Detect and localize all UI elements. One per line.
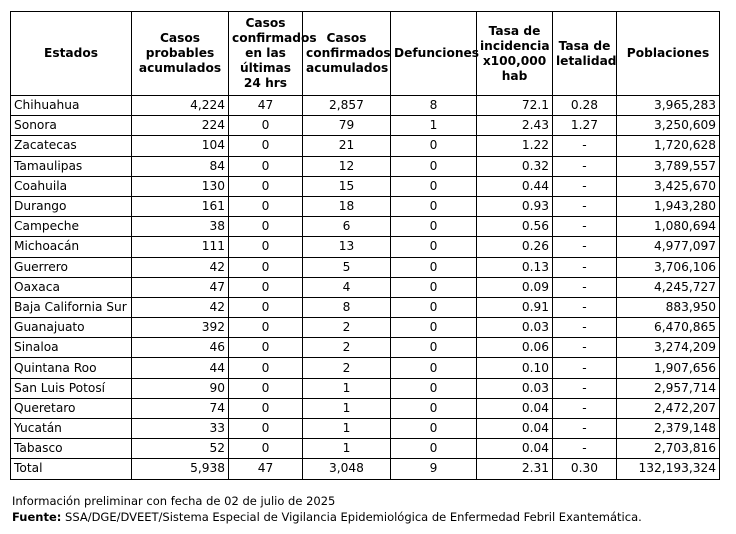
table-cell: 0 (391, 277, 477, 297)
total-cell: 0.30 (553, 459, 617, 479)
table-cell: 0.03 (477, 378, 553, 398)
table-row (11, 297, 720, 317)
column-header: Estados (11, 12, 132, 96)
column-header: Tasa de incidencia x100,000 hab (477, 12, 553, 96)
column-header: Poblaciones (617, 12, 720, 96)
table-cell: 79 (303, 116, 391, 136)
table-row (11, 398, 720, 418)
table-body (11, 96, 720, 480)
table-cell: - (553, 378, 617, 398)
table-cell: 52 (132, 439, 229, 459)
table-row (11, 419, 720, 439)
table-cell: 0 (391, 176, 477, 196)
table-cell: 15 (303, 176, 391, 196)
table-cell: 0 (391, 439, 477, 459)
total-row (11, 459, 720, 479)
table-row (11, 196, 720, 216)
table-row (11, 338, 720, 358)
table-cell: 4,977,097 (617, 237, 720, 257)
table-cell: 161 (132, 196, 229, 216)
table-cell: 130 (132, 176, 229, 196)
table-cell: 0 (229, 378, 303, 398)
source-text: SSA/DGE/DVEET/Sistema Especial de Vigilancia Epidemiológica de Enfermedad Febril Exantemática. (61, 510, 642, 524)
table-cell: 47 (229, 96, 303, 116)
source-note (12, 509, 642, 525)
table-cell: 392 (132, 318, 229, 338)
table-row (11, 378, 720, 398)
table-cell: 0 (229, 217, 303, 237)
table-cell: 0 (391, 419, 477, 439)
table-cell: 3,274,209 (617, 338, 720, 358)
table-cell: - (553, 237, 617, 257)
table-cell: 0 (229, 176, 303, 196)
cases-table (10, 11, 720, 480)
table-cell: 4,245,727 (617, 277, 720, 297)
table-cell: 0.10 (477, 358, 553, 378)
table-row (11, 257, 720, 277)
column-header: Casos confirmados en las últimas 24 hrs (229, 12, 303, 96)
table-cell: 0.09 (477, 277, 553, 297)
table-cell: 0 (391, 318, 477, 338)
table-cell: 0.56 (477, 217, 553, 237)
table-cell: 1,943,280 (617, 196, 720, 216)
table-cell: 0 (229, 439, 303, 459)
state-name-cell: Guerrero (11, 257, 132, 277)
table-cell: 0.32 (477, 156, 553, 176)
table-cell: 0.04 (477, 398, 553, 418)
table-cell: - (553, 217, 617, 237)
table-cell: - (553, 398, 617, 418)
table-cell: 4,224 (132, 96, 229, 116)
table-cell: 6,470,865 (617, 318, 720, 338)
table-cell: 0.04 (477, 419, 553, 439)
table-cell: 0 (229, 237, 303, 257)
table-cell: 0 (391, 156, 477, 176)
table-cell: 1 (303, 439, 391, 459)
table-row (11, 136, 720, 156)
column-header: Defunciones (391, 12, 477, 96)
table-cell: 2.43 (477, 116, 553, 136)
table-cell: 0.28 (553, 96, 617, 116)
table-cell: 1 (303, 378, 391, 398)
table-cell: 0.93 (477, 196, 553, 216)
total-cell: 47 (229, 459, 303, 479)
state-name-cell: Michoacán (11, 237, 132, 257)
table-cell: 0 (391, 257, 477, 277)
table-cell: 0.06 (477, 338, 553, 358)
table-cell: 0.44 (477, 176, 553, 196)
table-row (11, 439, 720, 459)
table-cell: 0 (391, 297, 477, 317)
table-cell: 0 (229, 156, 303, 176)
table-cell: 2,703,816 (617, 439, 720, 459)
table-cell: - (553, 196, 617, 216)
table-cell: 104 (132, 136, 229, 156)
table-cell: 1,720,628 (617, 136, 720, 156)
total-cell: 132,193,324 (617, 459, 720, 479)
table-cell: 0 (391, 358, 477, 378)
state-name-cell: Tamaulipas (11, 156, 132, 176)
table-cell: 0 (229, 297, 303, 317)
table-cell: 38 (132, 217, 229, 237)
table-cell: 44 (132, 358, 229, 378)
table-cell: 3,250,609 (617, 116, 720, 136)
total-cell: 9 (391, 459, 477, 479)
state-name-cell: Chihuahua (11, 96, 132, 116)
state-name-cell: Coahuila (11, 176, 132, 196)
table-cell: 47 (132, 277, 229, 297)
header-row (11, 12, 720, 96)
column-header: Tasa de letalidad (553, 12, 617, 96)
table-row (11, 116, 720, 136)
table-cell: 4 (303, 277, 391, 297)
table-cell: 33 (132, 419, 229, 439)
table-cell: 21 (303, 136, 391, 156)
table-cell: 5 (303, 257, 391, 277)
table-cell: - (553, 156, 617, 176)
table-cell: - (553, 176, 617, 196)
footnotes (12, 493, 642, 525)
table-cell: 111 (132, 237, 229, 257)
table-row (11, 176, 720, 196)
table-cell: 18 (303, 196, 391, 216)
state-name-cell: Quintana Roo (11, 358, 132, 378)
table-row (11, 156, 720, 176)
table-cell: 1 (303, 419, 391, 439)
table-cell: 0.04 (477, 439, 553, 459)
table-cell: - (553, 257, 617, 277)
table-cell: 90 (132, 378, 229, 398)
state-name-cell: San Luis Potosí (11, 378, 132, 398)
table-cell: 0 (391, 378, 477, 398)
column-header: Casos confirmados acumulados (303, 12, 391, 96)
table-cell: 0.13 (477, 257, 553, 277)
table-cell: 883,950 (617, 297, 720, 317)
table-cell: 0.26 (477, 237, 553, 257)
table-cell: 3,425,670 (617, 176, 720, 196)
table-cell: 2,957,714 (617, 378, 720, 398)
state-name-cell: Yucatán (11, 419, 132, 439)
table-cell: 1 (391, 116, 477, 136)
table-cell: 6 (303, 217, 391, 237)
table-cell: 3,965,283 (617, 96, 720, 116)
table-cell: 2,472,207 (617, 398, 720, 418)
state-name-cell: Durango (11, 196, 132, 216)
state-name-cell: Baja California Sur (11, 297, 132, 317)
table-cell: 13 (303, 237, 391, 257)
total-cell: 3,048 (303, 459, 391, 479)
total-cell: 5,938 (132, 459, 229, 479)
table-cell: 2,379,148 (617, 419, 720, 439)
table-cell: 0.03 (477, 318, 553, 338)
table-cell: 0 (391, 237, 477, 257)
table-cell: 0 (229, 196, 303, 216)
table-cell: - (553, 318, 617, 338)
state-name-cell: Guanajuato (11, 318, 132, 338)
table-cell: 0 (391, 136, 477, 156)
table-cell: 2,857 (303, 96, 391, 116)
table-row (11, 237, 720, 257)
table-cell: 0 (229, 116, 303, 136)
table-cell: 1 (303, 398, 391, 418)
table-cell: 0 (229, 277, 303, 297)
table-cell: - (553, 136, 617, 156)
table-cell: 0 (391, 217, 477, 237)
total-label-cell: Total (11, 459, 132, 479)
state-name-cell: Tabasco (11, 439, 132, 459)
table-cell: 84 (132, 156, 229, 176)
table-cell: 1.22 (477, 136, 553, 156)
table-cell: 2 (303, 318, 391, 338)
state-name-cell: Campeche (11, 217, 132, 237)
table-cell: 0.91 (477, 297, 553, 317)
table-cell: 1,080,694 (617, 217, 720, 237)
total-cell: 2.31 (477, 459, 553, 479)
table-cell: 42 (132, 297, 229, 317)
table-cell: 0 (229, 338, 303, 358)
source-label: Fuente: (12, 510, 62, 524)
table-cell: 3,789,557 (617, 156, 720, 176)
state-name-cell: Queretaro (11, 398, 132, 418)
table-cell: 0 (229, 257, 303, 277)
state-name-cell: Sonora (11, 116, 132, 136)
table-cell: 12 (303, 156, 391, 176)
table-row (11, 358, 720, 378)
table-header (11, 12, 720, 96)
table-cell: 8 (303, 297, 391, 317)
table-row (11, 277, 720, 297)
state-name-cell: Zacatecas (11, 136, 132, 156)
table-cell: 72.1 (477, 96, 553, 116)
table-cell: 0 (229, 318, 303, 338)
table-cell: 0 (229, 136, 303, 156)
table-cell: 2 (303, 358, 391, 378)
preliminary-note: Información preliminar con fecha de 02 de julio de 2025 (12, 494, 336, 508)
state-name-cell: Sinaloa (11, 338, 132, 358)
table-cell: 0 (229, 358, 303, 378)
table-row (11, 318, 720, 338)
table-cell: - (553, 338, 617, 358)
table-cell: - (553, 297, 617, 317)
table-cell: - (553, 358, 617, 378)
table-row (11, 217, 720, 237)
column-header: Casos probables acumulados (132, 12, 229, 96)
table-cell: 0 (391, 196, 477, 216)
table-row (11, 96, 720, 116)
table-cell: 74 (132, 398, 229, 418)
table-cell: 0 (391, 398, 477, 418)
table-cell: 2 (303, 338, 391, 358)
table-cell: - (553, 439, 617, 459)
table-cell: - (553, 419, 617, 439)
table-cell: 8 (391, 96, 477, 116)
table-cell: 0 (391, 338, 477, 358)
table-cell: 1.27 (553, 116, 617, 136)
table-cell: 0 (229, 419, 303, 439)
table-cell: 224 (132, 116, 229, 136)
table-cell: 0 (229, 398, 303, 418)
table-cell: 42 (132, 257, 229, 277)
table-cell: - (553, 277, 617, 297)
table-cell: 3,706,106 (617, 257, 720, 277)
table-cell: 1,907,656 (617, 358, 720, 378)
table-cell: 46 (132, 338, 229, 358)
state-name-cell: Oaxaca (11, 277, 132, 297)
